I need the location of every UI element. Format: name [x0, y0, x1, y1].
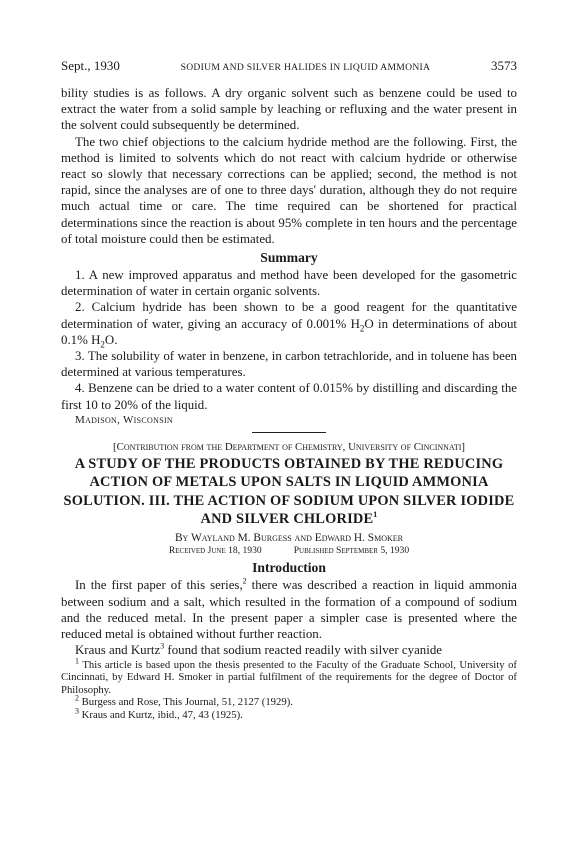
summary-item-4: 4. Benzene can be dried to a water content of 0.015% by distilling and discarding the first 10 to 20% of the liquid. — [61, 381, 517, 412]
intro-text-d: found that sodium reacted readily with silver cyanide — [164, 643, 442, 658]
footnotes — [61, 655, 517, 722]
footnote-ref: 2 — [242, 577, 247, 587]
article-title — [61, 455, 517, 529]
article-authors: By Wayland M. Burgess and Edward H. Smoker — [174, 532, 404, 545]
subscript-2: 2 — [100, 339, 105, 350]
footnote-3-mark: 3 — [75, 706, 79, 716]
summary-item-2-text-c: O. — [104, 332, 118, 347]
intro-text-b: there was described a reaction in liquid ammonia between sodium and a salt, which resulted in the formation of a compound of sodium and the reduced metal. In the present paper a simpler case is presented where the reduced metal is obtained without further reaction. — [61, 578, 517, 642]
section-divider — [252, 432, 326, 433]
received-date: Received June 18, 1930 — [168, 545, 262, 557]
contribution-open-bracket: [ — [113, 440, 117, 453]
journal-page — [61, 58, 517, 721]
footnote-2-text: Burgess and Rose, This Journal, 51, 2127 (1929). — [79, 696, 293, 709]
footnote-3-text: Kraus and Kurtz, ibid., 47, 43 (1925). — [79, 708, 243, 721]
title-footnote-mark: 1 — [373, 510, 378, 520]
summary-item-2-text-a: 2. Calcium hydride has been shown to be a good reagent for the quantitative determination of water, giving an accuracy of 0.001% H — [61, 300, 517, 331]
footnote-1-mark: 1 — [75, 655, 79, 665]
footnote-2 — [61, 693, 517, 709]
contribution-line — [61, 441, 517, 453]
contribution-close-bracket: ] — [461, 440, 465, 453]
running-header — [61, 58, 517, 74]
author-affiliation: Madison, Wisconsin — [75, 413, 173, 426]
running-title: SODIUM AND SILVER HALIDES IN LIQUID AMMONIA — [180, 62, 431, 73]
summary-item-1: 1. A new improved apparatus and method have been developed for the gasometric determination of water in certain organic solvents. — [61, 268, 517, 299]
subscript-2: 2 — [359, 323, 365, 334]
summary-item-3: 3. The solubility of water in benzene, in carbon tetrachloride, and in toluene has been determined at various temperatures. — [61, 349, 517, 380]
body-paragraph-1: bility studies is as follows. A dry organic solvent such as benzene could be used to extract the water from a solid sample by leaching or refluxing and the water present in the solvent could subsequently be determined. — [61, 86, 517, 133]
introduction-paragraph-1 — [61, 577, 517, 642]
published-date: Published September 5, 1930 — [293, 545, 410, 557]
footnote-ref: 3 — [160, 642, 165, 651]
footnote-1 — [61, 655, 517, 697]
footnote-3 — [61, 706, 517, 722]
intro-text-a: In the first paper of this series, — [75, 578, 243, 593]
introduction-paragraph-2 — [61, 642, 517, 658]
summary-item-2-text-b: O in determinations of about 0.1% H — [61, 316, 517, 347]
contribution-prefix: Contribution from the — [116, 440, 223, 453]
summary-heading: Summary — [260, 250, 318, 266]
contribution-department: Department of Chemistry, University of Cincinnati — [224, 440, 462, 453]
footnote-2-mark: 2 — [75, 693, 79, 703]
article-title-text: A STUDY OF THE PRODUCTS OBTAINED BY THE REDUCING ACTION OF METALS UPON SALTS IN LIQUID AMMONIA SOLUTION. III. THE ACTION OF SODIUM UPON SILVER IODIDE AND SILVER CHLORIDE — [63, 455, 515, 528]
article-dates — [61, 545, 517, 556]
intro-text-c: Kraus and Kurtz — [75, 643, 161, 658]
summary-item-2 — [61, 299, 517, 348]
page-number: 3573 — [490, 58, 517, 73]
introduction-heading: Introduction — [252, 560, 326, 576]
footnote-1-text: This article is based upon the thesis presented to the Faculty of the Graduate School, University of Cincinnati, by Edward H. Smoker in partial fulfilment of the requirements for the degree of Doctor of Philosophy. — [61, 658, 517, 696]
header-date: Sept., 1930 — [61, 58, 120, 73]
body-paragraph-2: The two chief objections to the calcium hydride method are the following. First, the method is limited to solvents which do not react with calcium hydride or otherwise react so slowly that necessary corrections can be applied; second, the method is not rapid, since the analyses are of one to three days' duration, although they do not require much actual time or care. The time required can be shortened for practical determinations since the reaction is about 95% complete in ten hours and the percentage of total moisture could then be estimated. — [61, 134, 517, 246]
